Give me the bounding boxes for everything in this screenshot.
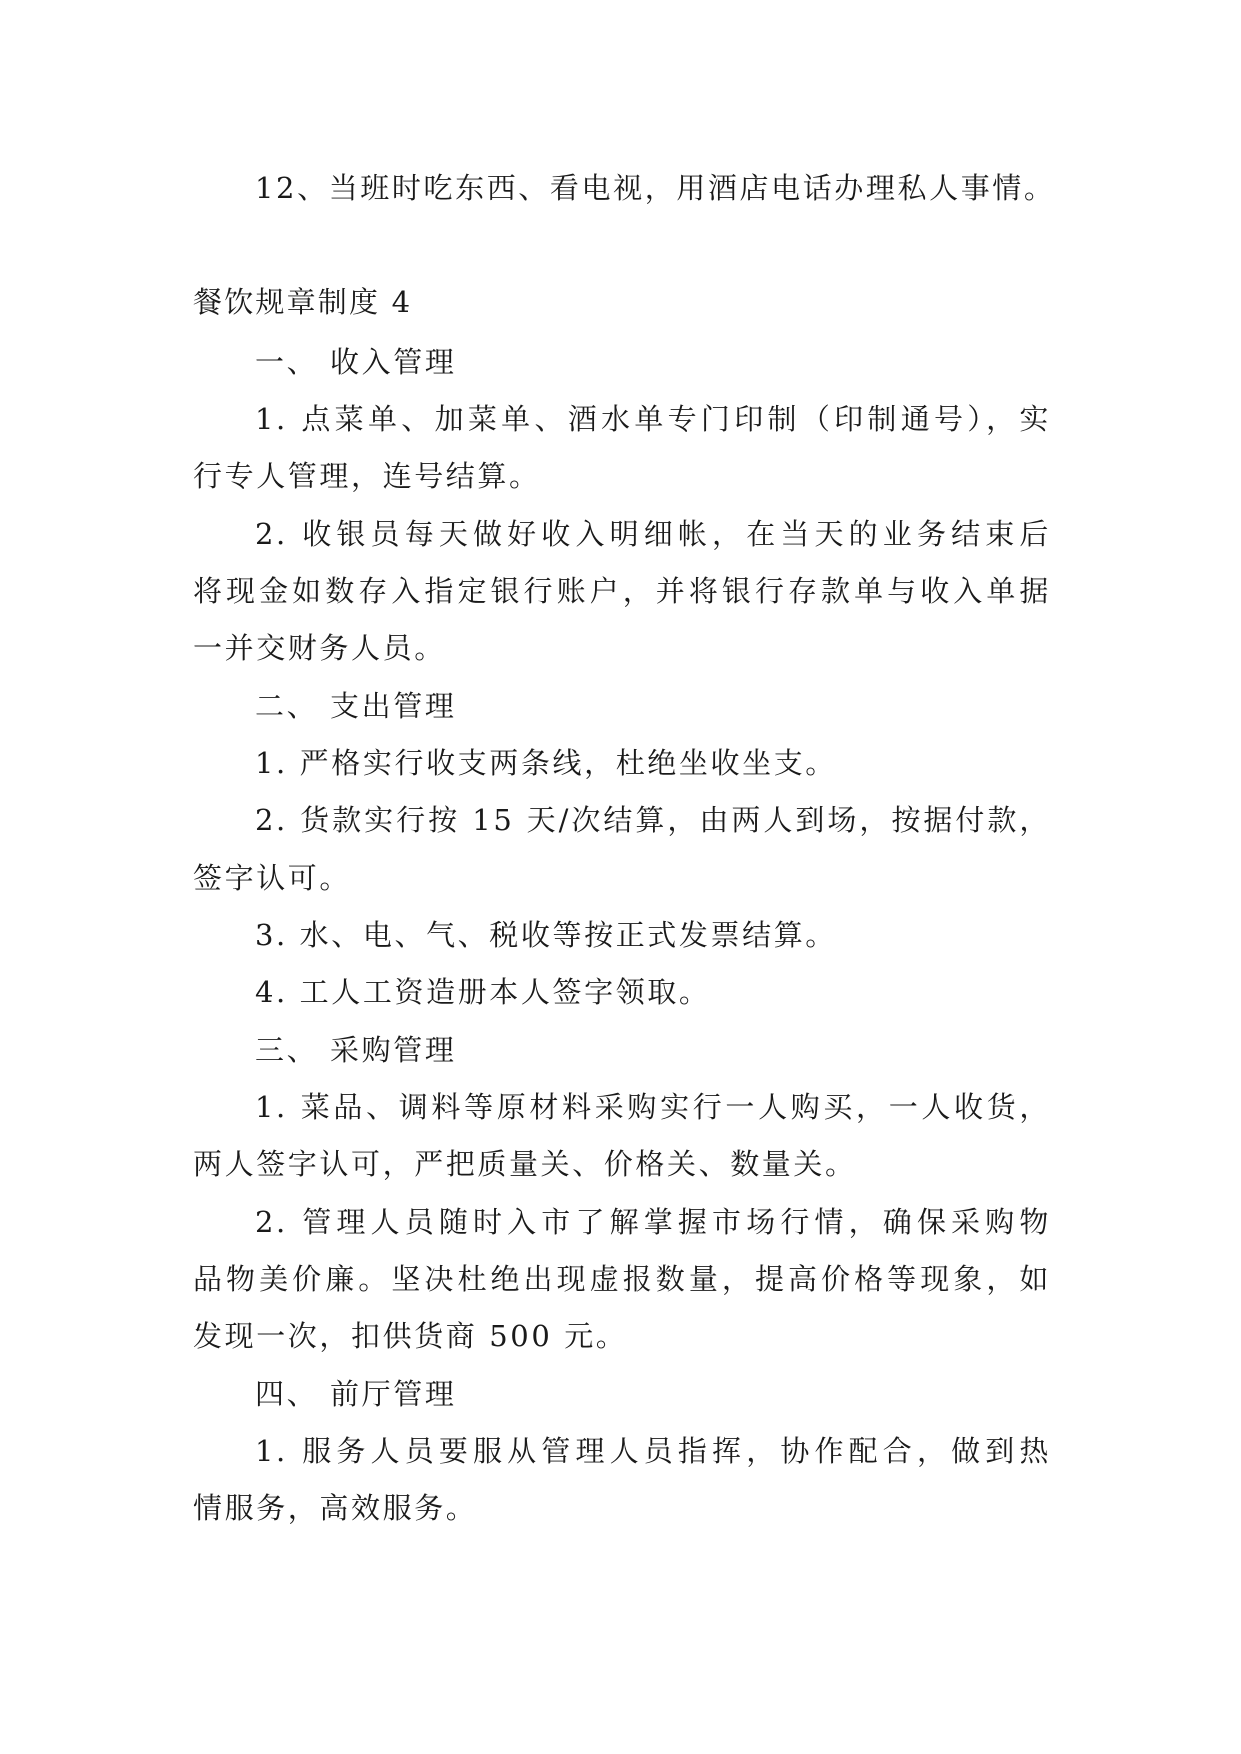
paragraph-line: 两人签字认可，严把质量关、价格关、数量关。 bbox=[193, 1147, 857, 1181]
paragraph-line: 行专人管理，连号结算。 bbox=[193, 459, 541, 493]
paragraph-line: 1. 服务人员要服从管理人员指挥，协作配合，做到热 bbox=[255, 1434, 1051, 1468]
paragraph-line: 签字认可。 bbox=[193, 861, 352, 895]
paragraph-line: 2. 货款实行按 15 天/次结算，由两人到场，按据付款， bbox=[255, 803, 1051, 837]
paragraph-line: 情服务，高效服务。 bbox=[193, 1491, 478, 1525]
paragraph-line: 1. 菜品、调料等原材料采购实行一人购买，一人收货， bbox=[255, 1090, 1051, 1124]
paragraph-line: 1. 点菜单、加菜单、酒水单专门印制（印制通号），实 bbox=[255, 402, 1051, 436]
paragraph-line: 品物美价廉。坚决杜绝出现虚报数量，提高价格等现象，如 bbox=[193, 1262, 1051, 1296]
section-title: 餐饮规章制度 4 bbox=[193, 285, 413, 319]
subheading-expense: 二、 支出管理 bbox=[255, 689, 457, 723]
list-item-12: 12、当班时吃东西、看电视，用酒店电话办理私人事情。 bbox=[255, 171, 1056, 205]
subheading-front-hall: 四、 前厅管理 bbox=[255, 1377, 457, 1411]
paragraph-line: 将现金如数存入指定银行账户，并将银行存款单与收入单据 bbox=[193, 574, 1051, 608]
paragraph-line: 一并交财务人员。 bbox=[193, 631, 446, 665]
paragraph-line: 发现一次，扣供货商 500 元。 bbox=[193, 1319, 628, 1353]
paragraph-line: 4. 工人工资造册本人签字领取。 bbox=[255, 975, 711, 1009]
subheading-purchasing: 三、 采购管理 bbox=[255, 1033, 457, 1067]
paragraph-line: 2. 收银员每天做好收入明细帐，在当天的业务结束后 bbox=[255, 517, 1051, 551]
paragraph-line: 1. 严格实行收支两条线，杜绝坐收坐支。 bbox=[255, 746, 837, 780]
subheading-income: 一、 收入管理 bbox=[255, 345, 457, 379]
paragraph-line: 3. 水、电、气、税收等按正式发票结算。 bbox=[255, 918, 837, 952]
paragraph-line: 2. 管理人员随时入市了解掌握市场行情，确保采购物 bbox=[255, 1205, 1051, 1239]
